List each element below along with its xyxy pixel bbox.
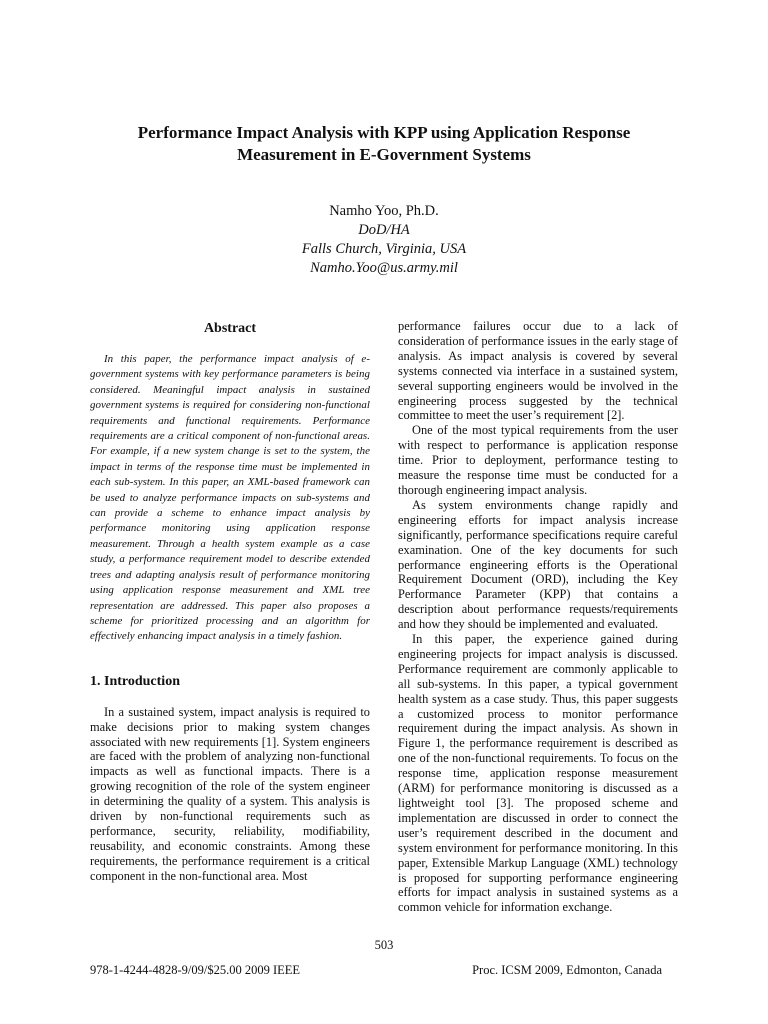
paper-title xyxy=(90,122,678,166)
footer-isbn: 978-1-4244-4828-9/09/$25.00 2009 IEEE xyxy=(90,963,301,977)
introduction-paragraph-1: In a sustained system, impact analysis is required to make decisions prior to making system changes associated with new requirements [1]. System engineers are faced with the problem of analyzing non-functional impacts as well as functional impacts. There is a growing recognition of the role of the system engineer in determining the quality of a system. This analysis is driven by non-functional requirements such as performance, security, reliability, modifiability, reusability, and economic constraints. Among these requirements, the performance requirement is a critical component in the non-functional area. Most xyxy=(90,704,370,883)
introduction-heading: 1. Introduction xyxy=(90,673,180,689)
introduction-paragraph-2: One of the most typical requirements from the user with respect to performance is application response time. Prior to deployment, performance testing to measure the response time must be conducted for a thorough engineering impact analysis. xyxy=(398,423,678,497)
paper-title-line-2: Measurement in E-Government Systems xyxy=(237,145,531,164)
introduction-paragraph-3: As system environments change rapidly and engineering efforts for impact analysis increase significantly, performance specifications require careful examination. One of the key documents for such performance engineering efforts is the Operational Requirement Document (ORD), including the Key Performance Parameter (KPP) that contains a description about performance requests/requirements and how they should be implemented and evaluated. xyxy=(398,497,678,632)
author-location: Falls Church, Virginia, USA xyxy=(301,241,467,257)
page-number: 503 xyxy=(374,938,394,952)
author-block xyxy=(184,202,584,278)
footer-conference: Proc. ICSM 2009, Edmonton, Canada xyxy=(472,963,662,977)
paper-title-line-1: Performance Impact Analysis with KPP using Application Response xyxy=(137,123,631,142)
introduction-paragraph-1-continued: performance failures occur due to a lack of consideration of performance issues in the early stage of analysis. As impact analysis is covered by several systems connected via interface in a sustained system, several supporting engineers would be involved in the engineering process suggested by the technical committee to meet the user’s requirement [2]. xyxy=(398,319,678,423)
author-name: Namho Yoo, Ph.D. xyxy=(329,203,439,219)
abstract-heading: Abstract xyxy=(203,321,257,336)
introduction-paragraph-4: In this paper, the experience gained during engineering projects for impact analysis is discussed. Performance requirement are commonly applicable to all sub-systems. In this paper, a typical government health system as a case study. Thus, this paper suggests a customized process to monitor performance requirement during the impact analysis. As shown in Figure 1, the performance requirement is described as one of the non-functional requirements. To focus on the response time, application response measurement (ARM) for performance monitoring is discussed as a lightweight tool [3]. The proposed scheme and implementation are discussed in order to connect the user’s requirement described in the document and system environment for performance monitoring. In this paper, Extensible Markup Language (XML) technology is proposed for supporting performance engineering efforts for impact analysis in sustained systems as a common vehicle for information exchange. xyxy=(398,632,678,915)
author-affiliation: DoD/HA xyxy=(358,222,410,238)
right-column xyxy=(398,319,678,915)
abstract-text: In this paper, the performance impact analysis of e-government systems with key performance parameters is being considered. Meaningful impact analysis in sustained government systems is required for considering non-functional requirements and functional requirements. Performance requirements are a critical component of non-functional areas. For example, if a new system change is set to the system, the impact in terms of the response time must be implemented in each sub-system. In this paper, an XML-based framework can be used to analyze performance impacts on sub-systems and can provide a scheme to enhance impact analysis by performance monitoring using application response measurement. Through a health system example as a case study, a performance requirement model to describe extended trees and adapting analysis result of performance monitoring using application response measurement and XML tree representation are addressed. This paper also proposes a scheme for prioritized processing and an algorithm for effectively enhancing impact analysis in a timely fashion. xyxy=(90,353,370,643)
author-email: Namho.Yoo@us.army.mil xyxy=(310,260,458,276)
left-column xyxy=(90,318,370,884)
